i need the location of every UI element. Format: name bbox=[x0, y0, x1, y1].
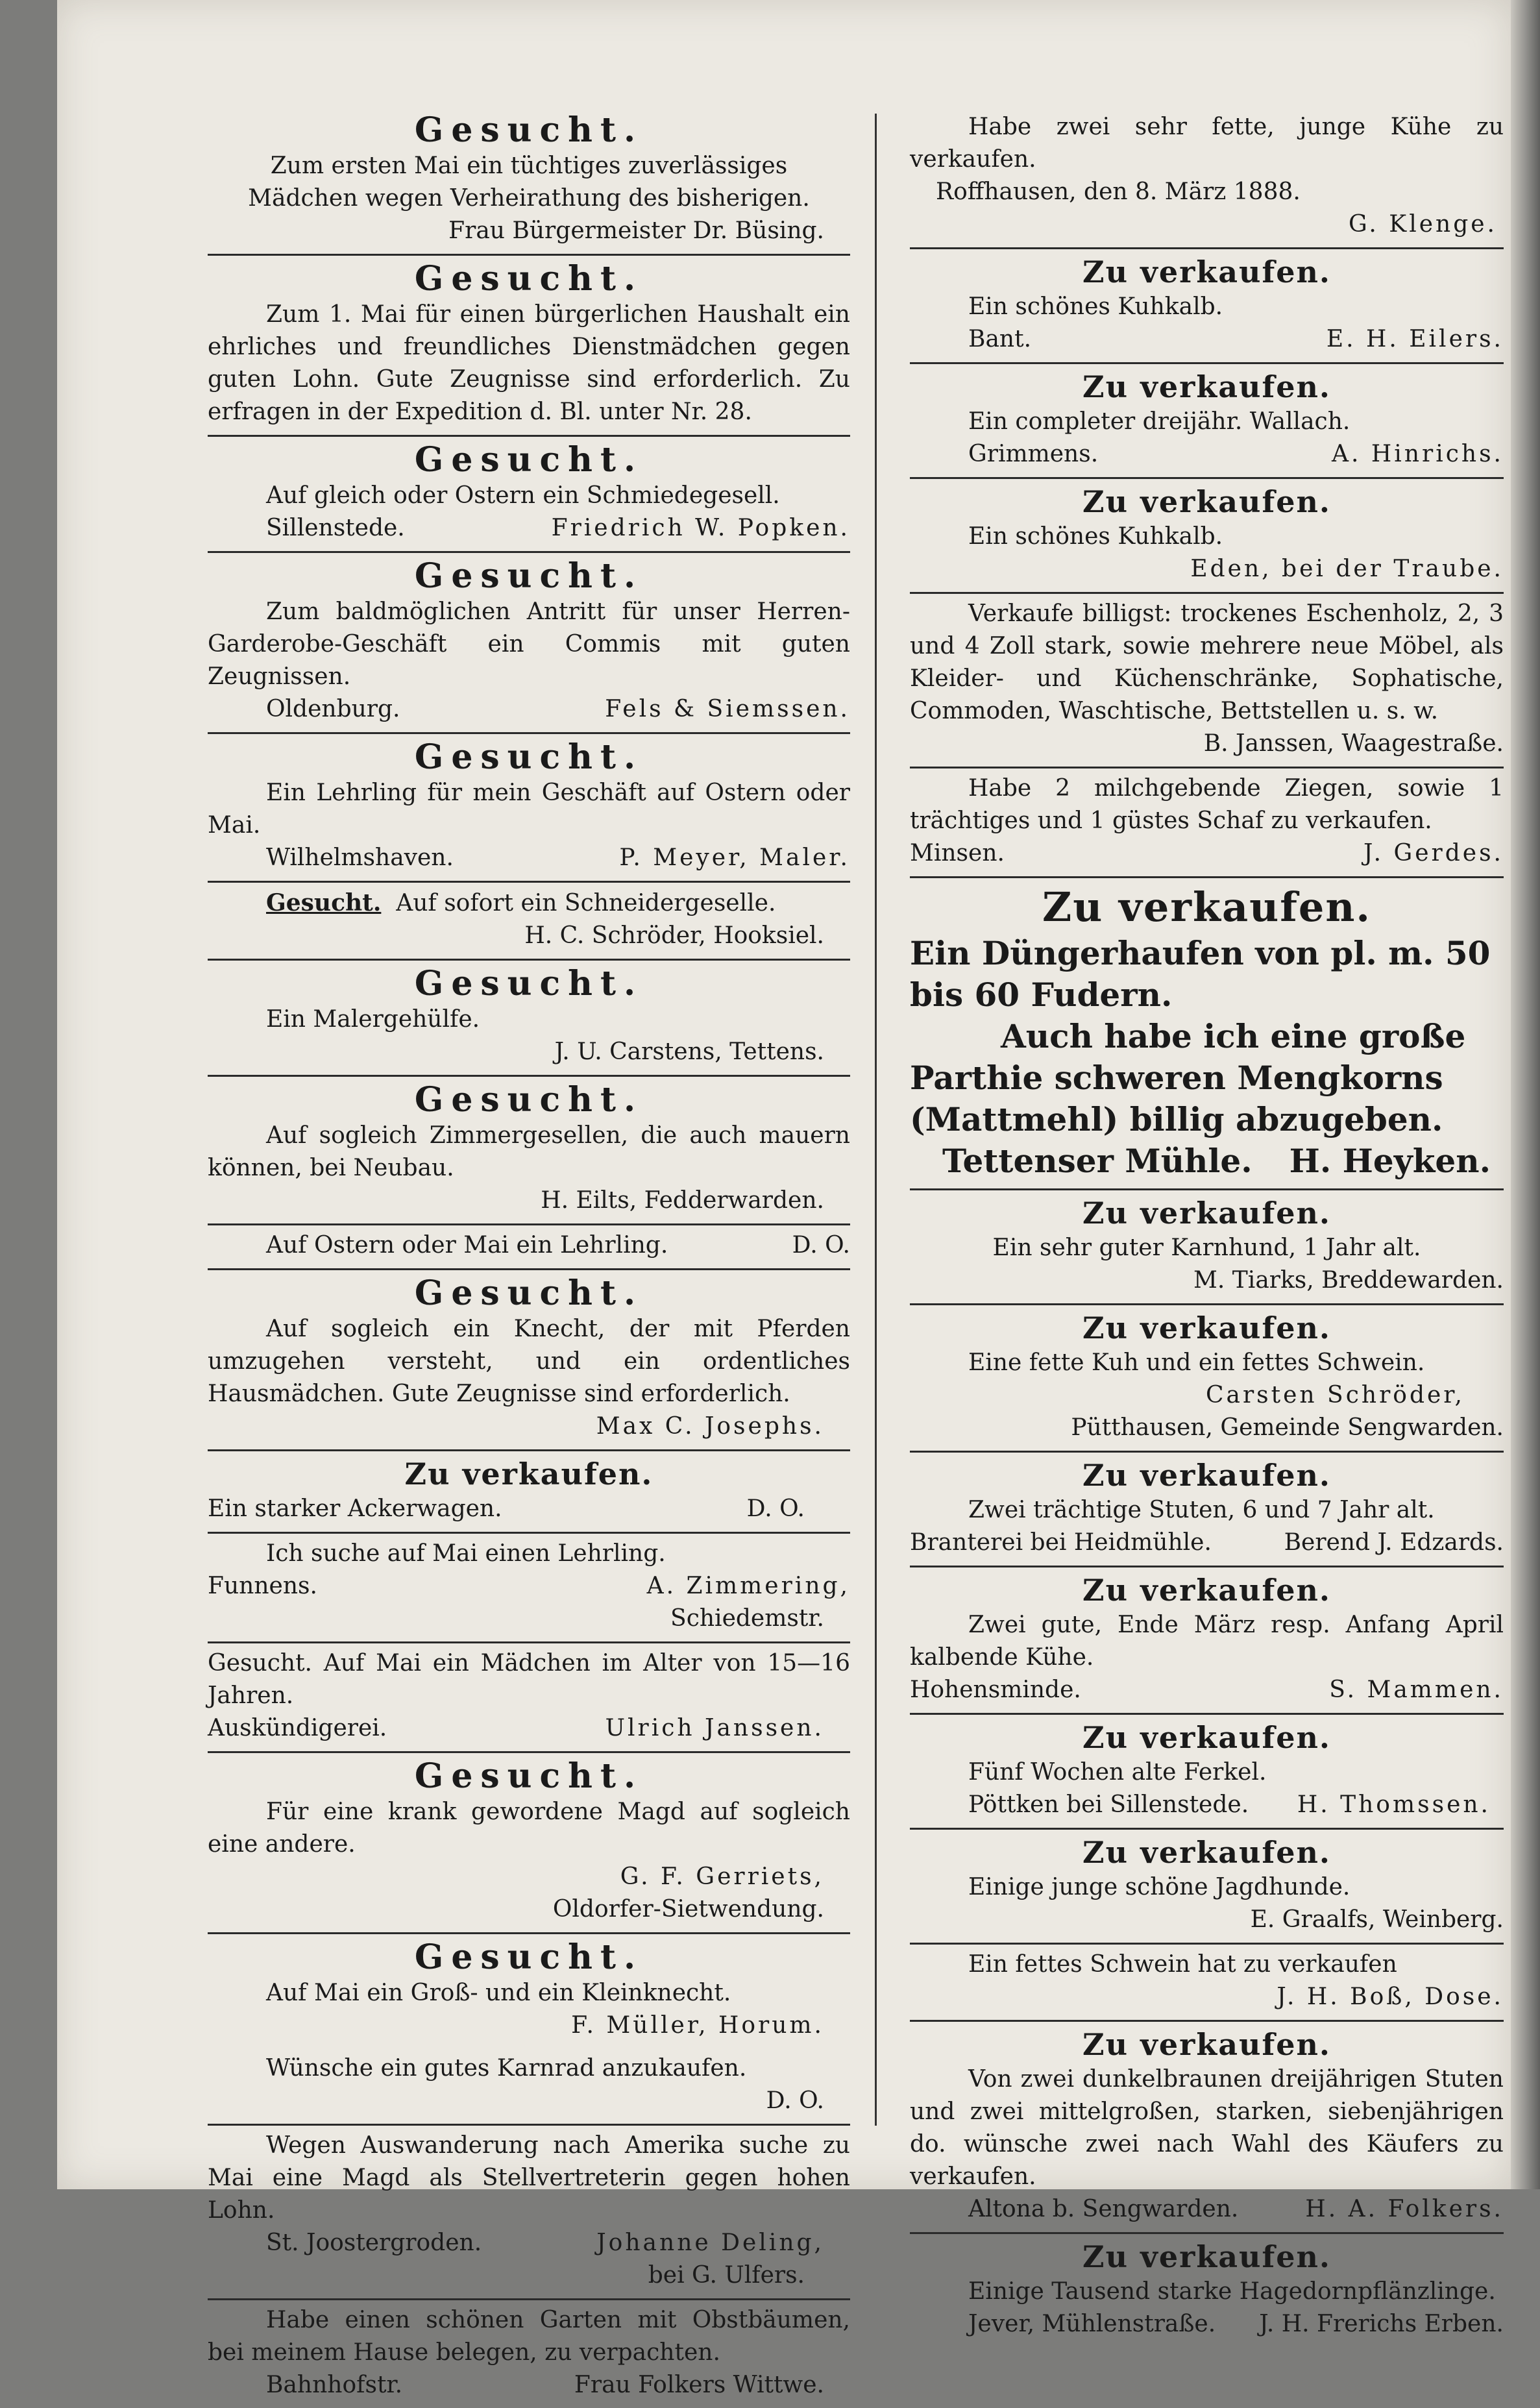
ad-left-2 bbox=[208, 256, 850, 437]
ad-right-9 bbox=[910, 1305, 1504, 1453]
ad-signer: Max C. Josephs. bbox=[596, 1413, 824, 1440]
ad-heading: Gesucht. bbox=[414, 1080, 644, 1120]
ad-right-12 bbox=[910, 1715, 1504, 1830]
ad-right-4 bbox=[910, 479, 1504, 594]
ad-right-14 bbox=[910, 1945, 1504, 2022]
ad-place: Auskündigerei. bbox=[208, 1715, 387, 1741]
ad-right-3 bbox=[910, 364, 1504, 479]
ad-heading: Zu verkaufen. bbox=[1082, 1458, 1331, 1493]
ad-place: Grimmens. bbox=[968, 441, 1099, 467]
ad-left-1 bbox=[208, 107, 850, 256]
ad-text: Ein sehr guter Karnhund, 1 Jahr alt. bbox=[992, 1235, 1421, 1261]
ad-heading: Zu verkaufen. bbox=[1082, 1573, 1331, 1608]
ad-place: Bahnhofstr. bbox=[266, 2372, 403, 2398]
ad-text: Auf sogleich Zimmergesellen, die auch mauern können, bei Neubau. bbox=[208, 1122, 850, 1181]
ad-sig: D. O. bbox=[766, 2087, 824, 2114]
ad-text: Ein Düngerhaufen von pl. m. 50 bbox=[910, 934, 1491, 972]
ad-left-17 bbox=[208, 2126, 850, 2300]
ad-heading: Zu verkaufen. bbox=[1082, 2239, 1331, 2274]
ad-heading: Zu verkaufen. bbox=[1082, 1720, 1331, 1755]
ad-heading: Gesucht. bbox=[414, 737, 644, 777]
ad-heading: Zu verkaufen. bbox=[1082, 1196, 1331, 1231]
ad-heading: Gesucht. bbox=[414, 259, 644, 299]
ad-text: Ein completer dreijähr. Wallach. bbox=[968, 408, 1351, 435]
ad-signer-address: Pütthausen, Gemeinde Sengwarden. bbox=[1071, 1414, 1504, 1441]
ad-heading: Gesucht. bbox=[414, 1937, 644, 1977]
ad-text: Zwei gute, Ende März resp. Anfang April kalbende Kühe. bbox=[910, 1612, 1504, 1671]
ad-heading: Zu verkaufen. bbox=[1082, 369, 1331, 404]
ad-text: Ich suche auf Mai einen Lehrling. bbox=[266, 1540, 666, 1567]
ad-heading: Zu verkaufen. bbox=[404, 1456, 654, 1492]
ad-text: bis 60 Fudern. bbox=[910, 976, 1173, 1014]
ad-right-11 bbox=[910, 1567, 1504, 1715]
ad-text: Ein starker Ackerwagen. bbox=[208, 1495, 502, 1522]
ad-right-7 bbox=[910, 878, 1504, 1190]
ad-left-16 bbox=[208, 2048, 850, 2126]
ad-signer: A. Hinrichs. bbox=[1332, 441, 1504, 467]
ad-place: Bant. bbox=[968, 326, 1032, 352]
ad-signer: J. Gerdes. bbox=[1363, 840, 1504, 866]
ad-place: Pöttken bei Sillenstede. bbox=[968, 1791, 1249, 1818]
ad-left-12 bbox=[208, 1534, 850, 1643]
ad-place: Branterei bei Heidmühle. bbox=[910, 1529, 1212, 1556]
ad-text: Habe 2 milchgebende Ziegen, sowie 1 trächtiges und 1 güstes Schaf zu verkaufen. bbox=[910, 775, 1504, 834]
ad-place: Hohensminde. bbox=[910, 1677, 1081, 1703]
ad-signer: B. Janssen, Waagestraße. bbox=[1203, 730, 1504, 757]
ad-left-6 bbox=[208, 883, 850, 961]
ad-right-6 bbox=[910, 768, 1504, 878]
ad-right-16 bbox=[910, 2234, 1504, 2347]
ad-signer: G. Klenge. bbox=[1348, 211, 1497, 238]
ad-signer: E. Graalfs, Weinberg. bbox=[1250, 1906, 1504, 1933]
ad-text: Ein Malergehülfe. bbox=[266, 1006, 480, 1033]
ad-left-15 bbox=[208, 1934, 850, 2048]
ad-heading: Zu verkaufen. bbox=[1082, 2027, 1331, 2062]
ad-heading: Gesucht. bbox=[414, 556, 644, 596]
ad-signer: H. Eilts, Fedderwarden. bbox=[541, 1187, 824, 1214]
ad-signer: E. H. Eilers. bbox=[1326, 326, 1504, 352]
ad-signer: Johanne Deling, bbox=[596, 2230, 824, 2256]
ad-text: Eine fette Kuh und ein fettes Schwein. bbox=[968, 1349, 1425, 1376]
ad-right-8 bbox=[910, 1190, 1504, 1305]
ad-signer: Frau Bürgermeister Dr. Büsing. bbox=[448, 217, 824, 244]
ad-text: Mädchen wegen Verheirathung des bisherigen. bbox=[248, 185, 810, 212]
ad-place: Funnens. bbox=[208, 1573, 317, 1599]
ad-place: Sillenstede. bbox=[266, 515, 405, 541]
ad-place: St. Joostergroden. bbox=[266, 2230, 482, 2256]
ad-dateline: Roffhausen, den 8. März 1888. bbox=[936, 178, 1301, 205]
ad-place: Tettenser Mühle. bbox=[942, 1142, 1253, 1180]
ad-signer: H. C. Schröder, Hooksiel. bbox=[524, 922, 824, 949]
right-column bbox=[910, 107, 1504, 2347]
ad-left-10 bbox=[208, 1270, 850, 1451]
ad-heading: Gesucht. bbox=[414, 964, 644, 1003]
ad-signer: Friedrich W. Popken. bbox=[551, 515, 850, 541]
ad-heading: Zu verkaufen. bbox=[1082, 484, 1331, 519]
ad-text: Zum ersten Mai ein tüchtiges zuverlässiges bbox=[270, 153, 788, 179]
ad-left-7 bbox=[208, 961, 850, 1077]
ad-right-5 bbox=[910, 594, 1504, 768]
ad-right-13 bbox=[910, 1830, 1504, 1945]
ad-left-18 bbox=[208, 2300, 850, 2408]
ad-signer: H. Thomssen. bbox=[1297, 1791, 1491, 1818]
ad-sig: D. O. bbox=[792, 1232, 850, 1259]
ad-signer: M. Tiarks, Breddewarden. bbox=[1193, 1267, 1504, 1294]
ad-left-8 bbox=[208, 1077, 850, 1225]
ad-signer: Eden, bei der Traube. bbox=[1190, 556, 1504, 582]
ad-text: Auch habe ich eine große Parthie schweren Mengkorns (Mattmehl) billig abzugeben. bbox=[910, 1017, 1466, 1138]
left-column bbox=[208, 107, 850, 2408]
ad-text: Auf sogleich ein Knecht, der mit Pferden umzugehen versteht, und ein ordentliches Hausmädchen. Gute Zeugnisse sind erforderlich. bbox=[208, 1316, 850, 1407]
ad-signer: Carsten Schröder, bbox=[1205, 1382, 1465, 1408]
ad-text: Für eine krank gewordene Magd auf sogleich eine andere. bbox=[208, 1799, 850, 1858]
ad-place: Oldenburg. bbox=[266, 696, 400, 722]
ad-signer: Ulrich Janssen. bbox=[605, 1715, 824, 1741]
ad-sig: D. O. bbox=[746, 1495, 805, 1522]
ad-heading: Gesucht. bbox=[414, 440, 644, 480]
ad-text: Fünf Wochen alte Ferkel. bbox=[968, 1759, 1267, 1786]
ad-text: Ein schönes Kuhkalb. bbox=[968, 293, 1223, 320]
ad-left-13 bbox=[208, 1643, 850, 1753]
ad-heading: Zu verkaufen. bbox=[1082, 1835, 1331, 1870]
ad-signer: Berend J. Edzards. bbox=[1284, 1529, 1504, 1556]
ad-heading: Zu verkaufen. bbox=[1082, 254, 1331, 289]
ad-text: Auf sofort ein Schneidergeselle. bbox=[396, 890, 776, 916]
ad-text: Gesucht. Auf Mai ein Mädchen im Alter von 15—16 Jahren. bbox=[208, 1650, 850, 1709]
ad-heading: Zu verkaufen. bbox=[1082, 1310, 1331, 1345]
ad-text: Auf Ostern oder Mai ein Lehrling. bbox=[266, 1232, 668, 1259]
ad-right-1 bbox=[910, 107, 1504, 249]
ad-left-3 bbox=[208, 437, 850, 553]
ad-place: Jever, Mühlenstraße. bbox=[968, 2311, 1216, 2337]
ad-signer: A. Zimmering, bbox=[646, 1573, 850, 1599]
ad-signer: P. Meyer, Maler. bbox=[619, 844, 850, 871]
ad-text: Ein Lehrling für mein Geschäft auf Ostern oder Mai. bbox=[208, 780, 850, 839]
ad-left-9 bbox=[208, 1225, 850, 1270]
ad-left-4 bbox=[208, 553, 850, 734]
ad-left-5 bbox=[208, 734, 850, 883]
ad-right-10 bbox=[910, 1453, 1504, 1567]
ad-signer-address: Schiedemstr. bbox=[670, 1605, 824, 1632]
ad-text: Wegen Auswanderung nach Amerika suche zu Mai eine Magd als Stellvertreterin gegen hohen Lohn. bbox=[208, 2132, 850, 2224]
ad-lead: Gesucht. bbox=[266, 889, 382, 916]
ad-signer-address: Oldorfer-Sietwendung. bbox=[552, 1896, 824, 1923]
ad-text: Zum baldmöglichen Antritt für unser Herren-Garderobe-Geschäft ein Commis mit guten Zeugnissen. bbox=[208, 598, 850, 690]
ad-text: Einige junge schöne Jagdhunde. bbox=[968, 1874, 1351, 1900]
page-edge-shadow bbox=[1511, 0, 1540, 2189]
ad-signer: Fels & Siemssen. bbox=[605, 696, 850, 722]
ad-signer: H. Heyken. bbox=[1289, 1142, 1491, 1180]
ad-signer-address: bei G. Ulfers. bbox=[648, 2262, 805, 2289]
ad-signer: J. U. Carstens, Tettens. bbox=[554, 1038, 824, 1065]
ad-text: Habe einen schönen Garten mit Obstbäumen, bei meinem Hause belegen, zu verpachten. bbox=[208, 2307, 850, 2366]
ad-text: Auf Mai ein Groß- und ein Kleinknecht. bbox=[266, 1980, 731, 2006]
ad-left-14 bbox=[208, 1753, 850, 1934]
ad-signer: H. A. Folkers. bbox=[1305, 2196, 1504, 2222]
ad-text: Ein fettes Schwein hat zu verkaufen bbox=[968, 1951, 1397, 1978]
ad-text: Ein schönes Kuhkalb. bbox=[968, 523, 1223, 550]
ad-heading: Gesucht. bbox=[414, 1756, 644, 1796]
ad-heading: Gesucht. bbox=[414, 110, 644, 150]
ad-text: Zwei trächtige Stuten, 6 und 7 Jahr alt. bbox=[968, 1497, 1435, 1523]
ad-heading: Zu verkaufen. bbox=[1042, 883, 1372, 931]
ad-text: Auf gleich oder Ostern ein Schmiedegesell. bbox=[266, 482, 780, 509]
ad-signer: J. H. Boß, Dose. bbox=[1277, 1984, 1504, 2010]
ad-text: Habe zwei sehr fette, junge Kühe zu verkaufen. bbox=[910, 114, 1504, 173]
ad-left-11 bbox=[208, 1451, 850, 1534]
ad-signer: G. F. Gerriets, bbox=[620, 1863, 824, 1890]
ad-text: Von zwei dunkelbraunen dreijährigen Stuten und zwei mittelgroßen, starken, siebenjährigen do. wünsche zwei nach Wahl des Käufers zu verkaufen. bbox=[910, 2066, 1504, 2190]
ad-place: Altona b. Sengwarden. bbox=[968, 2196, 1239, 2222]
ad-heading: Gesucht. bbox=[414, 1273, 644, 1313]
ad-text: Einige Tausend starke Hagedornpflänzlinge. bbox=[968, 2278, 1496, 2305]
ad-place: Wilhelmshaven. bbox=[266, 844, 454, 871]
ad-text: Verkaufe billigst: trockenes Eschenholz, 2, 3 und 4 Zoll stark, sowie mehrere neue Möbel, als Kleider- und Küchenschränke, Sophatische, Commoden, Waschtische, Bettstellen u. s. w. bbox=[910, 600, 1504, 724]
ad-signer: F. Müller, Horum. bbox=[571, 2012, 824, 2039]
ad-text: Wünsche ein gutes Karnrad anzukaufen. bbox=[266, 2055, 747, 2082]
ad-signer: S. Mammen. bbox=[1329, 1677, 1504, 1703]
ad-text: Zum 1. Mai für einen bürgerlichen Haushalt ein ehrliches und freundliches Dienstmädchen gegen guten Lohn. Gute Zeugnisse sind erforderlich. Zu erfragen in der Expedition d. Bl. unter Nr. 28. bbox=[208, 301, 850, 425]
ad-signer: J. H. Frerichs Erben. bbox=[1259, 2311, 1504, 2337]
ad-right-15 bbox=[910, 2022, 1504, 2234]
ad-signer: Frau Folkers Wittwe. bbox=[574, 2372, 824, 2398]
column-divider bbox=[875, 114, 877, 2126]
ad-right-2 bbox=[910, 249, 1504, 364]
ad-place: Minsen. bbox=[910, 840, 1005, 866]
